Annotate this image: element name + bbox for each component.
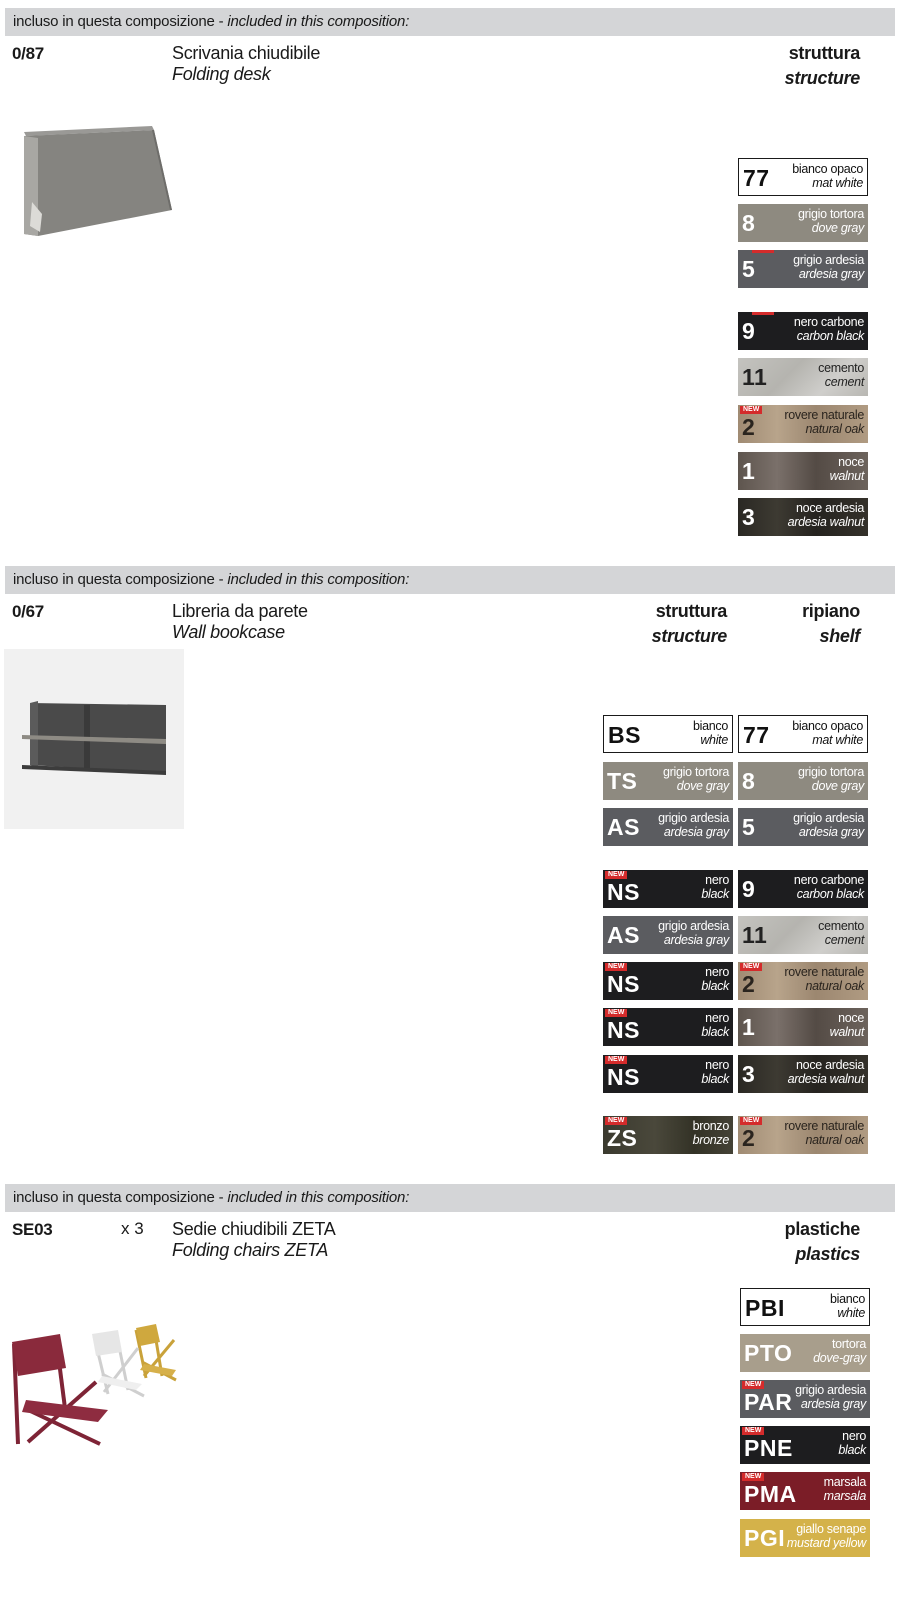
product-name-it: Libreria da parete (172, 601, 308, 621)
swatch-ts-dove-gray[interactable]: TS grigio tortora dove gray (603, 762, 733, 800)
swatch-as-ardesia-gray-2[interactable]: AS grigio ardesia ardesia gray (603, 916, 733, 954)
swatch-5-ardesia-gray[interactable]: 5 grigio ardesia ardesia gray (738, 250, 868, 288)
column-header-structure: struttura structure (651, 601, 727, 646)
new-badge: NEW (742, 1381, 764, 1389)
product-code: SE03 (12, 1220, 53, 1239)
swatch-8-dove-gray-shelf[interactable]: 8 grigio tortora dove gray (738, 762, 868, 800)
swatch-11-cement[interactable]: 11 cemento cement (738, 358, 868, 396)
swatch-par-ardesia-gray[interactable]: NEW PAR grigio ardesia ardesia gray (740, 1380, 870, 1418)
new-badge: NEW (742, 1427, 764, 1435)
swatch-2-natural-oak-shelf-2[interactable]: NEW 2 rovere naturale natural oak (738, 1116, 868, 1154)
composition-band: incluso in questa composizione - included in this composition: (5, 1184, 895, 1212)
swatch-pbi-white[interactable]: PBI bianco white (740, 1288, 870, 1326)
swatch-pgi-mustard-yellow[interactable]: PGI giallo senape mustard yellow (740, 1519, 870, 1557)
product-name-en: Folding desk (172, 64, 271, 84)
swatch-as-ardesia-gray[interactable]: AS grigio ardesia ardesia gray (603, 808, 733, 846)
folding-desk-image (20, 122, 180, 242)
swatch-5-ardesia-gray-shelf[interactable]: 5 grigio ardesia ardesia gray (738, 808, 868, 846)
swatch-2-natural-oak[interactable]: NEW 2 rovere naturale natural oak (738, 405, 868, 443)
wall-bookcase-image (4, 649, 184, 829)
swatch-pma-marsala[interactable]: NEW PMA marsala marsala (740, 1472, 870, 1510)
product-name-it: Scrivania chiudibile (172, 43, 321, 63)
product-name-en: Wall bookcase (172, 622, 285, 642)
column-header-plastics: plastiche plastics (784, 1219, 860, 1264)
product-name-it: Sedie chiudibili ZETA (172, 1219, 336, 1239)
swatch-pto-dove-gray[interactable]: PTO tortora dove-gray (740, 1334, 870, 1372)
composition-band: incluso in questa composizione - included in this composition: (5, 8, 895, 36)
folding-chairs-image (4, 1318, 188, 1448)
new-badge: NEW (740, 1117, 762, 1125)
new-badge: NEW (605, 1009, 627, 1017)
new-badge: NEW (740, 963, 762, 971)
new-badge: NEW (605, 963, 627, 971)
product-code: 0/67 (12, 602, 44, 621)
column-header-shelf: ripiano shelf (802, 601, 860, 646)
swatch-3-ardesia-walnut[interactable]: 3 noce ardesia ardesia walnut (738, 498, 868, 536)
swatch-9-carbon-black-shelf[interactable]: 9 nero carbone carbon black (738, 870, 868, 908)
new-badge: NEW (605, 1056, 627, 1064)
product-name-en: Folding chairs ZETA (172, 1240, 329, 1260)
swatch-zs-bronze[interactable]: NEW ZS bronzo bronze (603, 1116, 733, 1154)
swatch-77-mat-white[interactable]: 77 bianco opaco mat white (738, 158, 868, 196)
swatch-8-dove-gray[interactable]: 8 grigio tortora dove gray (738, 204, 868, 242)
swatch-ns-black-2[interactable]: NEW NS nero black (603, 962, 733, 1000)
product-code: 0/87 (12, 44, 44, 63)
new-badge: NEW (605, 871, 627, 879)
composition-band: incluso in questa composizione - included in this composition: (5, 566, 895, 594)
swatch-ns-black[interactable]: NEW NS nero black (603, 870, 733, 908)
swatch-2-natural-oak-shelf[interactable]: NEW 2 rovere naturale natural oak (738, 962, 868, 1000)
swatch-3-ardesia-walnut-shelf[interactable]: 3 noce ardesia ardesia walnut (738, 1055, 868, 1093)
product-quantity: x 3 (121, 1219, 144, 1238)
new-badge: NEW (605, 1117, 627, 1125)
column-header-structure: struttura structure (784, 43, 860, 88)
swatch-1-walnut[interactable]: 1 noce walnut (738, 452, 868, 490)
swatch-bs-white[interactable]: BS bianco white (603, 715, 733, 753)
swatch-ns-black-3[interactable]: NEW NS nero black (603, 1008, 733, 1046)
swatch-1-walnut-shelf[interactable]: 1 noce walnut (738, 1008, 868, 1046)
swatch-9-carbon-black[interactable]: 9 nero carbone carbon black (738, 312, 868, 350)
new-badge: NEW (742, 1473, 764, 1481)
swatch-77-mat-white-shelf[interactable]: 77 bianco opaco mat white (738, 715, 868, 753)
new-badge: NEW (740, 406, 762, 414)
swatch-ns-black-4[interactable]: NEW NS nero black (603, 1055, 733, 1093)
swatch-11-cement-shelf[interactable]: 11 cemento cement (738, 916, 868, 954)
swatch-pne-black[interactable]: NEW PNE nero black (740, 1426, 870, 1464)
